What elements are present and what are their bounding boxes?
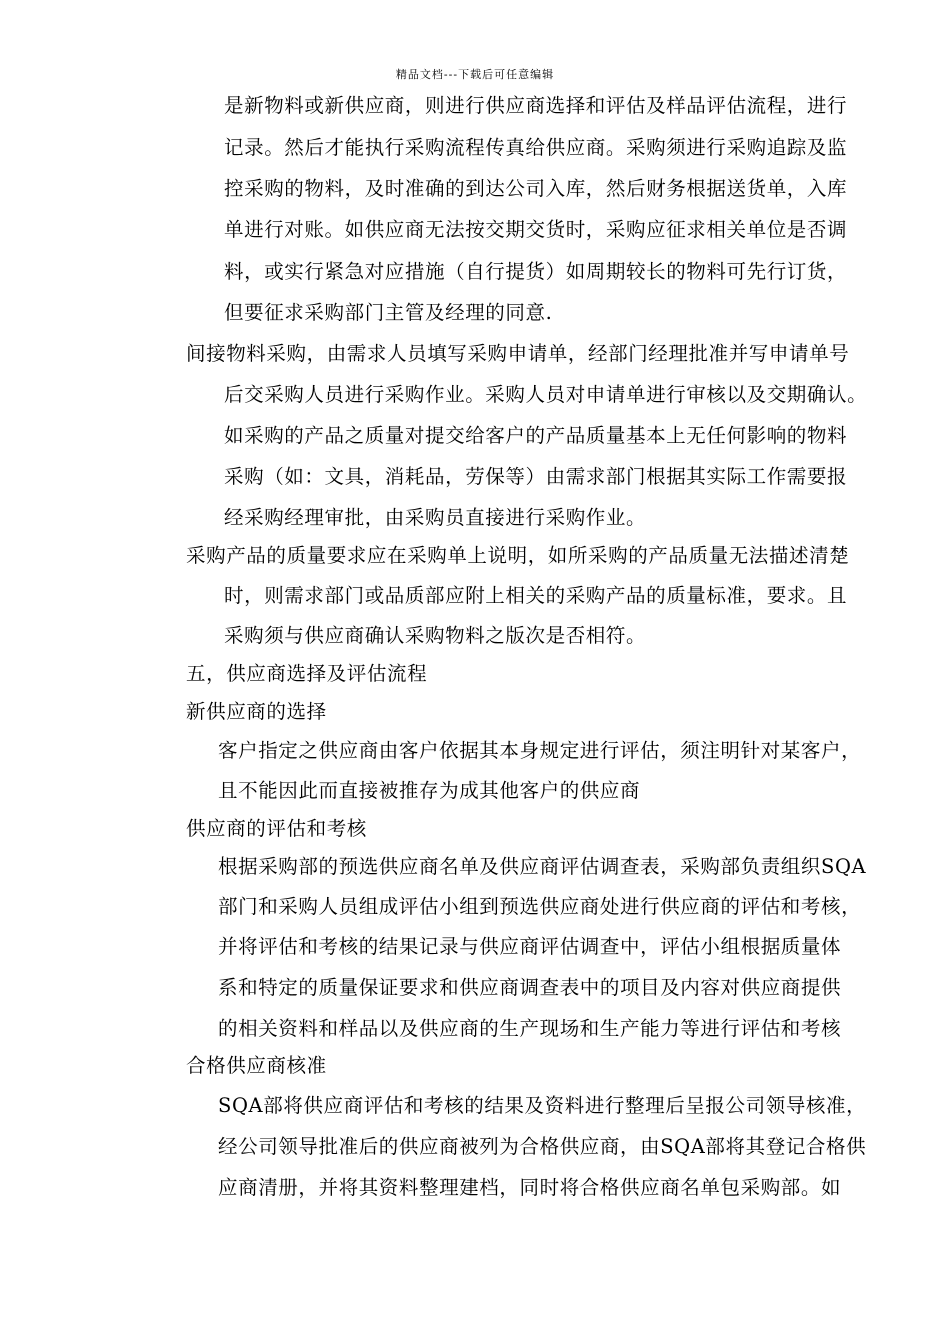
text-line: 且不能因此而直接被推存为成其他客户的供应商: [218, 779, 641, 802]
text-line: 如采购的产品之质量对提交给客户的产品质量基本上无任何影响的物料: [224, 424, 848, 447]
text-line: 时，则需求部门或品质部应附上相关的采购产品的质量标准，要求。且: [224, 584, 848, 607]
text-line: 系和特定的质量保证要求和供应商调查表中的项目及内容对供应商提供: [218, 976, 842, 999]
section-heading: 五，供应商选择及评估流程: [186, 662, 428, 685]
text-line: 后交采购人员进行采购作业。采购人员对申请单进行审核以及交期确认。: [224, 383, 868, 406]
text-line: 间接物料采购，由需求人员填写采购申请单，经部门经理批准并写申请单号: [186, 342, 850, 365]
text-line: 并将评估和考核的结果记录与供应商评估调查中，评估小组根据质量体: [218, 935, 842, 958]
text-line: 部门和采购人员组成评估小组到预选供应商处进行供应商的评估和考核，: [218, 895, 862, 918]
text-line: 但要征求采购部门主管及经理的同意.: [224, 301, 553, 324]
text-line: SQA部将供应商评估和考核的结果及资料进行整理后呈报公司领导核准，: [218, 1094, 867, 1117]
text-line: 采购须与供应商确认采购物料之版次是否相符。: [224, 624, 647, 647]
subsection-heading: 新供应商的选择: [186, 700, 327, 723]
text-line: 采购产品的质量要求应在采购单上说明，如所采购的产品质量无法描述清楚: [186, 544, 850, 567]
text-line: 的相关资料和样品以及供应商的生产现场和生产能力等进行评估和考核: [218, 1017, 842, 1040]
text-line: 经采购经理审批，由采购员直接进行采购作业。: [224, 506, 647, 529]
text-line: 控采购的物料，及时准确的到达公司入库，然后财务根据送货单，入库: [224, 177, 848, 200]
text-line: 根据采购部的预选供应商名单及供应商评估调查表，采购部负责组织SQA: [218, 855, 867, 878]
subsection-heading: 供应商的评估和考核: [186, 817, 367, 840]
text-line: 经公司领导批准后的供应商被列为合格供应商，由SQA部将其登记合格供: [218, 1135, 867, 1158]
page-header: 精品文档---下载后可任意编辑: [395, 68, 555, 81]
text-line: 单进行对账。如供应商无法按交期交货时，采购应征求相关单位是否调: [224, 218, 848, 241]
text-line: 应商清册，并将其资料整理建档，同时将合格供应商名单包采购部。如: [218, 1176, 842, 1199]
subsection-heading: 合格供应商核准: [186, 1054, 327, 1077]
text-line: 料，或实行紧急对应措施（自行提货）如周期较长的物料可先行订货，: [224, 260, 848, 283]
text-line: 客户指定之供应商由客户依据其本身规定进行评估，须注明针对某客户，: [218, 739, 862, 762]
text-line: 采购（如：文具，消耗品，劳保等）由需求部门根据其实际工作需要报: [224, 465, 848, 488]
text-line: 是新物料或新供应商，则进行供应商选择和评估及样品评估流程，进行: [224, 94, 848, 117]
text-line: 记录。然后才能执行采购流程传真给供应商。采购须进行采购追踪及监: [224, 136, 848, 159]
